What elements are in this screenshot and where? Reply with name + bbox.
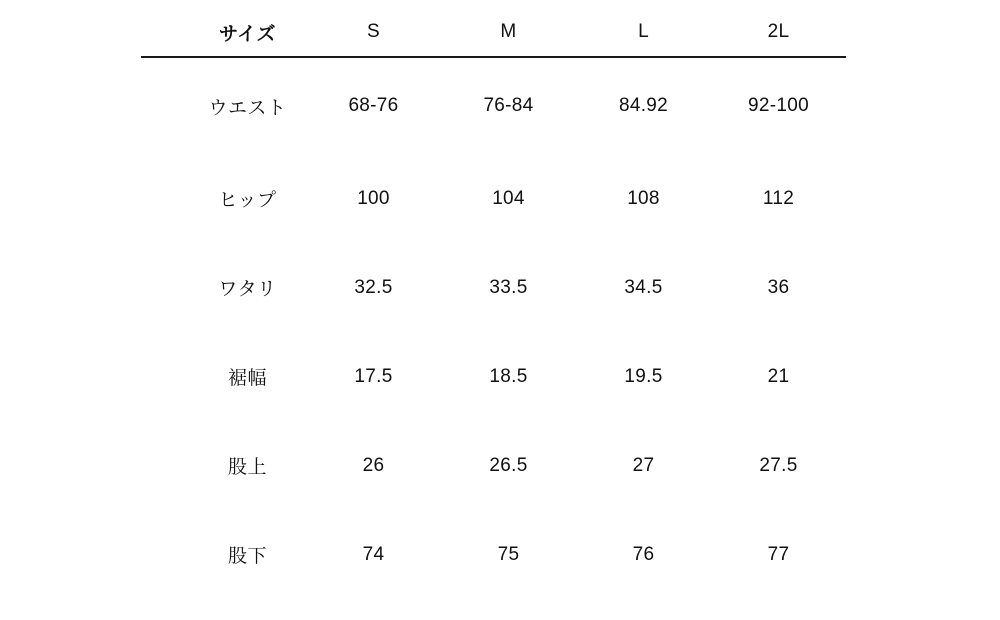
row-label-hem-width: 裾幅 xyxy=(227,368,267,389)
cell-rise-l: 27 xyxy=(632,454,655,476)
cell-thigh-l: 34.5 xyxy=(624,276,663,298)
table-row xyxy=(141,57,846,154)
cell-waist-m: 76-84 xyxy=(483,95,534,116)
header-size-label: サイズ xyxy=(141,8,306,57)
size-table-container xyxy=(141,8,846,599)
cell-rise-s: 26 xyxy=(362,454,385,476)
table-header-row xyxy=(141,8,846,57)
cell-hem-width-m: 18.5 xyxy=(489,365,528,387)
cell-rise-2l: 27.5 xyxy=(759,454,798,476)
table-row xyxy=(141,154,846,243)
size-table xyxy=(141,8,846,599)
cell-thigh-m: 33.5 xyxy=(489,276,528,298)
row-label-hip: ヒップ xyxy=(218,190,277,211)
cell-inseam-l: 76 xyxy=(632,543,655,565)
row-label-thigh: ワタリ xyxy=(218,279,277,300)
cell-rise-m: 26.5 xyxy=(489,454,528,476)
cell-hip-2l: 112 xyxy=(762,187,795,209)
row-label-waist: ウエスト xyxy=(208,97,287,119)
cell-inseam-m: 75 xyxy=(497,543,520,565)
cell-thigh-2l: 36 xyxy=(767,276,790,298)
size-table-body xyxy=(141,57,846,599)
header-size-2l: 2L xyxy=(711,8,846,57)
cell-hem-width-s: 17.5 xyxy=(354,365,393,387)
cell-inseam-s: 74 xyxy=(362,543,385,565)
cell-waist-2l: 92-100 xyxy=(748,95,809,116)
table-row xyxy=(141,332,846,421)
table-row xyxy=(141,243,846,332)
size-table-head xyxy=(141,8,846,57)
row-label-inseam: 股下 xyxy=(227,546,267,567)
cell-hem-width-2l: 21 xyxy=(767,365,790,387)
header-size-l: L xyxy=(576,8,711,57)
header-size-s: S xyxy=(306,8,441,57)
cell-waist-s: 68-76 xyxy=(348,95,399,116)
cell-hem-width-l: 19.5 xyxy=(624,365,663,387)
cell-inseam-2l: 77 xyxy=(767,543,790,565)
cell-hip-s: 100 xyxy=(357,187,390,209)
cell-waist-l: 84.92 xyxy=(618,95,669,116)
cell-hip-l: 108 xyxy=(627,187,660,209)
table-row xyxy=(141,510,846,599)
table-row xyxy=(141,421,846,510)
header-size-m: M xyxy=(441,8,576,57)
row-label-rise: 股上 xyxy=(227,457,267,478)
cell-thigh-s: 32.5 xyxy=(354,276,393,298)
cell-hip-m: 104 xyxy=(492,187,525,209)
